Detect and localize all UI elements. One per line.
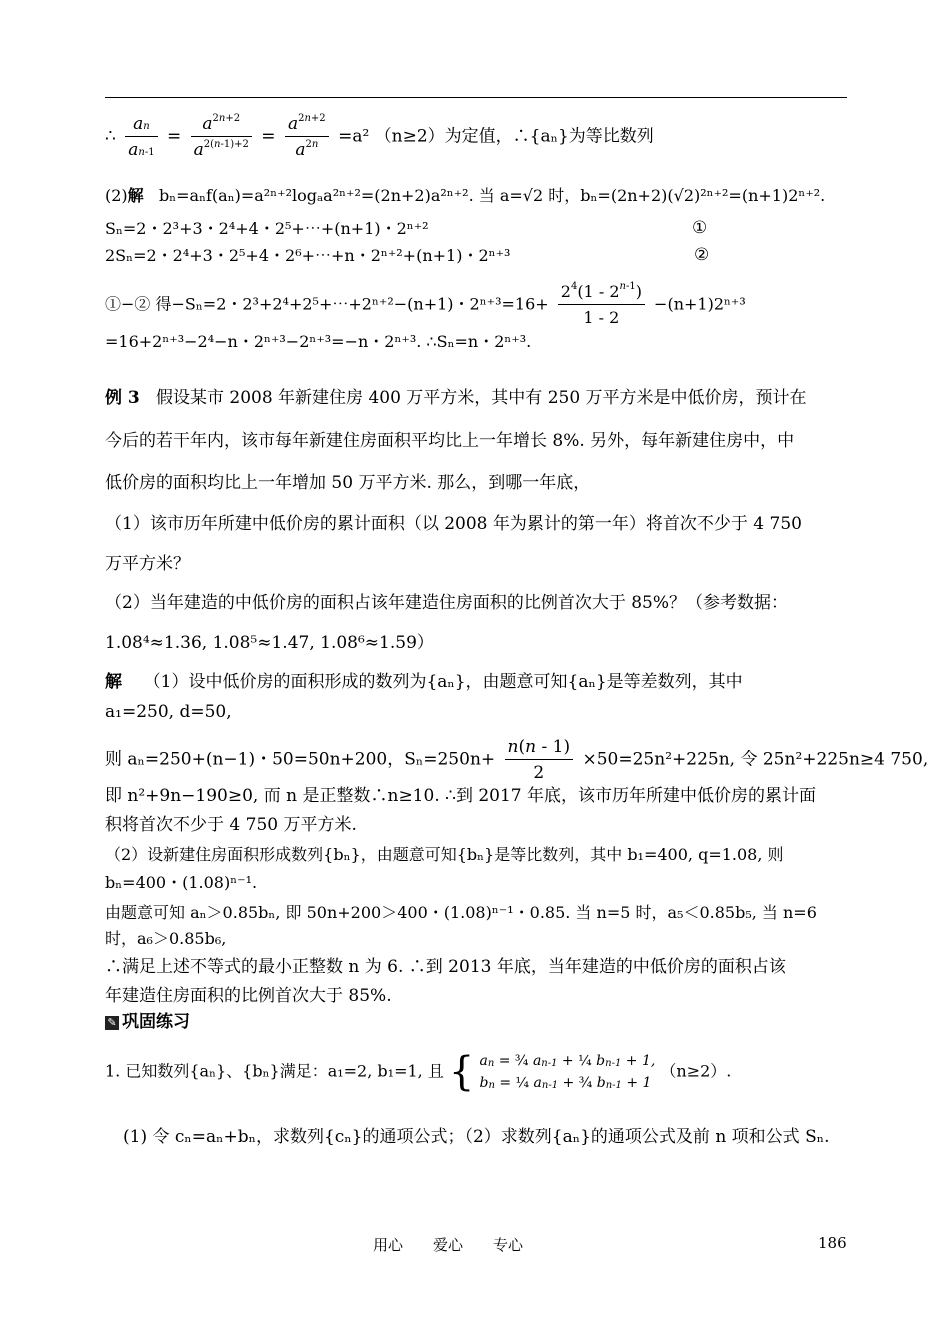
part2-line1: (2)解 bₙ=aₙf(aₙ)=a²ⁿ⁺²logₐa²ⁿ⁺²=(2n+2)a²ⁿ⁺². 当 a=√2 时，bₙ=(2n+2)(√2)²ⁿ⁺²=(n+1)2ⁿ⁺². — [105, 186, 826, 205]
equation-marker-1: ① — [692, 218, 708, 238]
solution-label-2: 解 — [105, 672, 122, 692]
therefore-symbol: ∴ — [105, 126, 116, 147]
solution-line-7: bₙ=400・(1.08)ⁿ⁻¹. — [105, 873, 258, 892]
solution-line-3: 则 aₙ=250+(n−1)・50=50n+200，Sₙ=250n+ $\frac{n(n - 1)}{2}$ ×50=25n²+225n, 令 25n²+225n≥4 750, — [105, 737, 929, 783]
system-brace: { — [448, 1049, 475, 1095]
header-rule — [105, 97, 847, 98]
example3-question-1-cont: 万平方米？ — [105, 554, 190, 574]
fraction-power: $\frac{a^{2n+2}}{a^{2(n-1)+2}}$ — [191, 114, 252, 160]
solution-line-11: 年建造住房面积的比例首次大于 85%. — [105, 986, 392, 1006]
footer-motto: 用心 爱心 专心 — [373, 1236, 524, 1254]
practice-question-1: 1. 已知数列{aₙ}、{bₙ}满足：a₁=2, b₁=1, 且 { $a_n$ = ¾ $a_{n-1}$ + ¼ $b_{n-1} + 1$, $b_n$ = ¼ $a_{n-1}$ + ¾ $b_{n-1} + 1$ （n≥2）. — [105, 1049, 732, 1095]
solution-line-4: 即 n²+9n−190≥0, 而 n 是正整数∴n≥10. ∴到 2017 年底，该市历年所建中低价房的累计面 — [105, 786, 817, 806]
practice-question-1-parts: (1) 令 cₙ=aₙ+bₙ，求数列{cₙ}的通项公式；（2）求数列{aₙ}的通项公式及前 n 项和公式 Sₙ. — [123, 1127, 830, 1147]
page-number: 186 — [818, 1234, 847, 1252]
solution-line-10: ∴满足上述不等式的最小正整数 n 为 6. ∴到 2013 年底，当年建造的中低价房的面积占该 — [105, 957, 786, 977]
fraction-n-n-minus-1-over-2: $\frac{n(n - 1)}{2}$ — [505, 737, 574, 783]
solution-line-6: （2）设新建住房面积形成数列{bₙ}，由题意可知{bₙ}是等比数列，其中 b₁=400, q=1.08, 则 — [105, 845, 784, 864]
fraction-an-over-an1: $\frac{a_n}{a_{n-1}}$ — [125, 114, 157, 160]
solution-line-1: 解 （1）设中低价房的面积形成的数列为{aₙ}，由题意可知{aₙ}是等差数列，其中 — [105, 672, 743, 692]
ratio-line: ∴ $\frac{a_n}{a_{n-1}}$ = $\frac{a^{2n+2}}{a^{2(n-1)+2}}$ = $\frac{a^{2n+2}}{a^{2n}}$ =a² （n≥2）为定值，∴{aₙ}为等比数列 — [105, 113, 654, 160]
example-label: 例 3 — [105, 388, 140, 408]
solution-line-8: 由题意可知 aₙ＞0.85bₙ, 即 50n+200＞400・(1.08)ⁿ⁻¹・0.85. 当 n=5 时，a₅＜0.85b₅, 当 n=6 — [105, 903, 817, 922]
example3-question-1: （1）该市历年所建中低价房的累计面积（以 2008 年为累计的第一年）将首次不少于 4 750 — [105, 514, 802, 534]
solution-line-2: a₁=250, d=50, — [105, 702, 232, 722]
practice-heading: ✎ 巩固练习 — [105, 1012, 190, 1032]
example3-paragraph-2: 今后的若干年内，该市每年新建住房面积平均比上一年增长 8%. 另外，每年新建住房中，中 — [105, 431, 795, 451]
pencil-icon: ✎ — [105, 1016, 119, 1030]
equation-system: $a_n$ = ¾ $a_{n-1}$ + ¼ $b_{n-1} + 1$, $b_n$ = ¼ $a_{n-1}$ + ¾ $b_{n-1} + 1$ — [479, 1053, 656, 1091]
solution-line-9: 时，a₆＞0.85b₆, — [105, 929, 227, 948]
solution-line-5: 积将首次不少于 4 750 万平方米. — [105, 815, 357, 835]
equation-marker-2: ② — [694, 245, 710, 265]
solution-label: 解 — [127, 186, 144, 205]
example3-paragraph-1: 例 3 假设某市 2008 年新建住房 400 万平方米，其中有 250 万平方米是中低价房，预计在 — [105, 388, 807, 408]
part2-line2: Sₙ=2・2³+3・2⁴+4・2⁵+⋯+(n+1)・2ⁿ⁺² — [105, 219, 429, 238]
example3-reference-data: 1.08⁴≈1.36, 1.08⁵≈1.47, 1.08⁶≈1.59） — [105, 633, 434, 653]
part2-line4: ①−② 得−Sₙ=2・2³+2⁴+2⁵+⋯+2ⁿ⁺²−(n+1)・2ⁿ⁺³=16+ $\frac{2^4(1 - 2^{n-1})}{1 - 2}$ −(n+1)2ⁿ⁺³ — [105, 281, 746, 327]
example3-paragraph-3: 低价房的面积均比上一年增加 50 万平方米. 那么，到哪一年底， — [105, 473, 591, 493]
part2-line5: =16+2ⁿ⁺³−2⁴−n・2ⁿ⁺³−2ⁿ⁺³=−n・2ⁿ⁺³. ∴Sₙ=n・2ⁿ⁺³. — [105, 332, 532, 351]
ratio-conclusion: =a² （n≥2）为定值，∴{aₙ}为等比数列 — [338, 126, 654, 147]
fraction-geometric-sum: $\frac{2^4(1 - 2^{n-1})}{1 - 2}$ — [558, 282, 645, 328]
example3-question-2: （2）当年建造的中低价房的面积占该年建造住房面积的比例首次大于 85%？（参考数据： — [105, 593, 789, 613]
part2-line3: 2Sₙ=2・2⁴+3・2⁵+4・2⁶+⋯+n・2ⁿ⁺²+(n+1)・2ⁿ⁺³ — [105, 246, 511, 265]
fraction-simplified: $\frac{a^{2n+2}}{a^{2n}}$ — [285, 114, 329, 160]
